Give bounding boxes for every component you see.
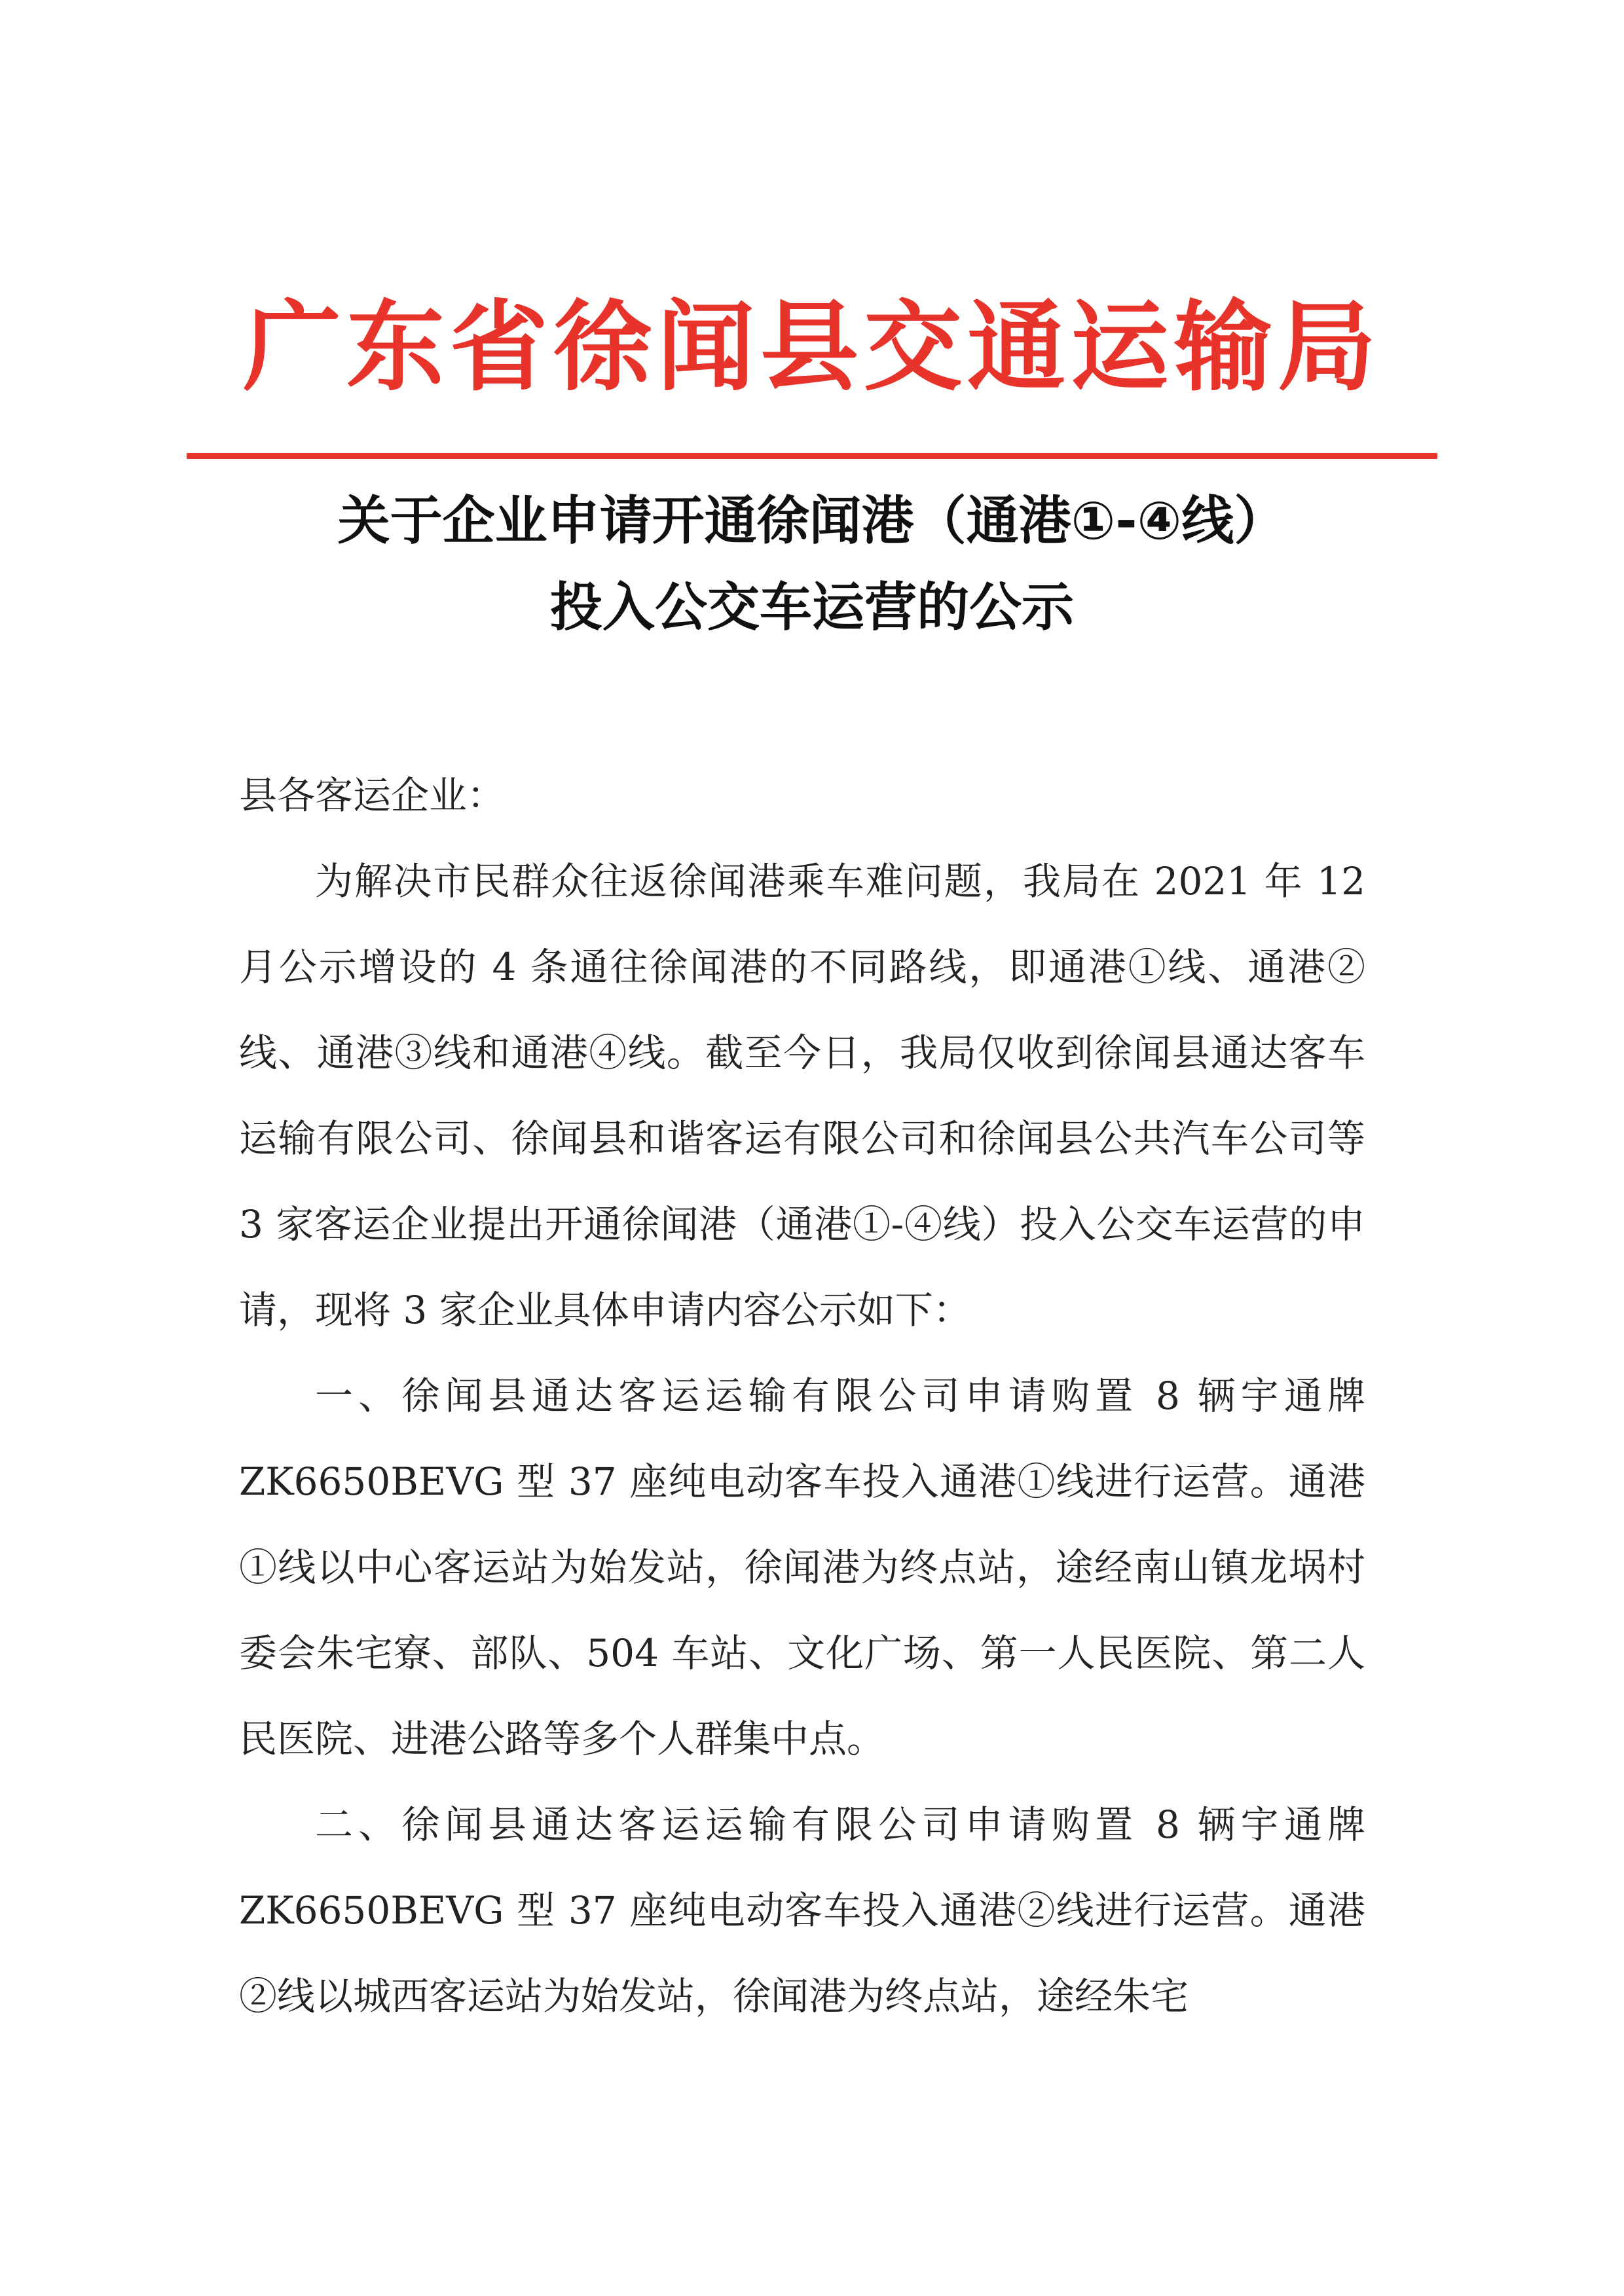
paragraph-item-1: 一、徐闻县通达客运运输有限公司申请购置 8 辆宇通牌 ZK6650BEVG 型 37 座纯电动客车投入通港①线进行运营。通港①线以中心客运站为始发站，徐闻港为终点站，途经南山镇龙埚村委会朱宅寮、部队、504 车站、文化广场、第一人民医院、第二人民医院、进港公路等多个人群集中点。 (239, 1374, 1365, 1761)
notice-body (239, 753, 1365, 2039)
notice-title-line-1: 关于企业申请开通徐闻港（通港①-④线） (337, 490, 1287, 551)
paragraph-intro: 为解决市民群众往返徐闻港乘车难问题，我局在 2021 年 12 月公示增设的 4 条通往徐闻港的不同路线，即通港①线、通港②线、通港③线和通港④线。截至今日，我局仅收到徐闻县通达客车运输有限公司、徐闻县和谐客运有限公司和徐闻县公共汽车公司等 3 家客运企业提出开通徐闻港（通港①-④线）投入公交车运营的申请，现将 3 家企业具体申请内容公示如下： (239, 859, 1365, 1332)
notice-title-line-2: 投入公交车运营的公示 (550, 577, 1074, 638)
red-divider-line (187, 453, 1437, 459)
salutation: 县各客运企业： (239, 773, 506, 818)
paragraph-item-2: 二、徐闻县通达客运运输有限公司申请购置 8 辆宇通牌 ZK6650BEVG 型 37 座纯电动客车投入通港②线进行运营。通港②线以城西客运站为始发站，徐闻港为终点站，途经朱宅 (239, 1802, 1365, 2018)
masthead-title: 广东省徐闻县交通运输局 (242, 289, 1381, 405)
